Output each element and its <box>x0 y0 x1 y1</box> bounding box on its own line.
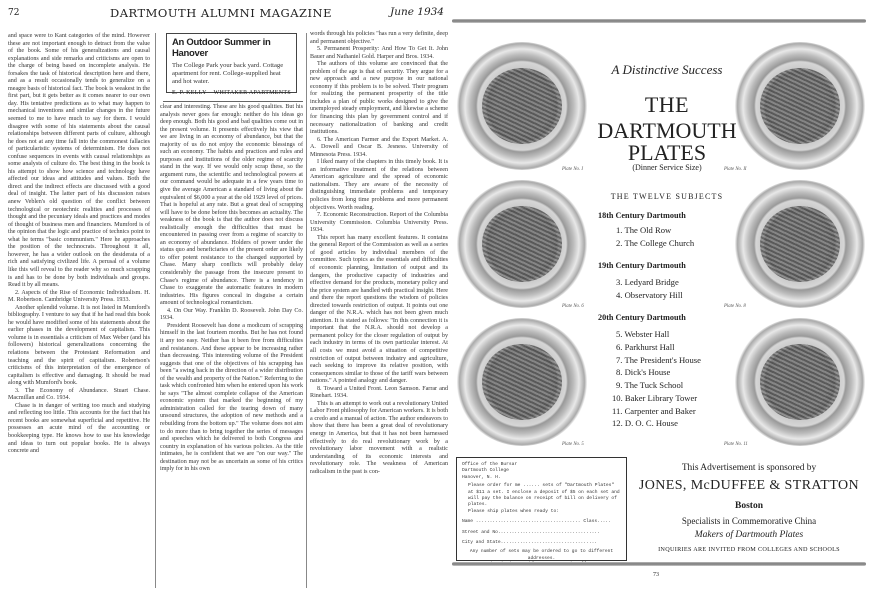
ad-signature <box>172 90 291 96</box>
subject-item: 4. Observatory Hill <box>616 290 683 300</box>
plate-image <box>734 180 866 308</box>
sponsor-line: This Advertisement is sponsored by <box>681 463 817 473</box>
issue-date: June 1934 <box>389 6 444 18</box>
form-address: Dartmouth College <box>462 468 509 474</box>
plate-label: Plate No. 11 <box>724 442 748 447</box>
sponsor-makers: Makers of Dartmouth Plates <box>694 530 804 540</box>
magazine-title: DARTMOUTH ALUMNI MAGAZINE <box>110 6 333 20</box>
column-1 <box>8 33 150 456</box>
city-label: City and State <box>462 540 501 546</box>
plate-label: Plate No. 5 <box>562 442 584 447</box>
subject-item: 2. The College Church <box>616 238 695 248</box>
paragraph: This report has many excellent features. It contains the general Report of the Commission as well as a series of good articles by individual members of the committee. Such topics as the essentials and difficulties of economic planning, limitation of output and its dangers, the productive capacity of industries and effective demand for the products, monetary policy and the price system are handled with practical insight. Here and there the report questions the wisdom of policies directed towards restriction of output. It points out one danger of the N.R.A. which has not been given much attention. It is stated as follows: "In this connection it is important that the N.R.A. should not develop a permanent policy for the closer regulation of output by each industry in terms of its own particular interest. At all costs we must avoid a situation of competitive restriction of output between industry and agriculture, each seeking to improve its relative position, with consequences similar to those of the tariff wars between nations." A pointed analogy and danger. <box>310 234 448 385</box>
subject-item: 7. The President's House <box>616 355 701 365</box>
form-footer: Any number of sets may be ordered to go to different addresses. <box>469 549 614 561</box>
sponsor-inquiries: INQUIRIES ARE INVITED FROM COLLEGES AND SCHOOLS <box>658 546 840 553</box>
subject-item: 6. Parkhurst Hall <box>616 342 675 352</box>
plate-label: Plate No. 6 <box>562 304 584 309</box>
plate-image <box>734 318 866 446</box>
book-citation: 8. Toward a United Front. Leon Samson. Farrar and Rinehart. 1934. <box>310 385 448 400</box>
book-citation: 7. Economic Reconstruction. Report of the Columbia University Commission. Columbia University Press. 1934. <box>310 212 448 234</box>
book-citation: 5. Permanent Prosperity: And How To Get It. John Bauer and Nathaniel Gold. Harper and Bros. 1934. <box>310 46 448 60</box>
subject-item: 3. Ledyard Bridge <box>616 277 679 287</box>
subject-item: 5. Webster Hall <box>616 329 670 339</box>
column-divider <box>155 33 156 588</box>
plate-label: Plate No. 8 <box>724 304 746 309</box>
era-heading: 20th Century Dartmouth <box>598 313 686 322</box>
form-address: Hanover, N. H. <box>462 474 501 480</box>
form-body: Please order for me ...... sets of "Dartmouth Plates" at $11 a set. I enclose a deposit of $5 on each set and will pay the balance on receipt of bill on delivery of plates. <box>468 483 620 508</box>
subject-item: 12. D. O. C. House <box>612 418 678 428</box>
plate-label: Plate No. II <box>724 167 747 172</box>
form-street-line[interactable]: Street and No..................................... <box>462 529 600 535</box>
sponsor-company: JONES, McDUFFEE & STRATTON <box>638 478 860 493</box>
plate-label: Plate No. I <box>562 167 583 172</box>
ad-sign-right: WHITAKER APARTMENTS <box>213 90 291 96</box>
subject-item: 1. The Old Row <box>616 225 672 235</box>
ad-subtitle: (Dinner Service Size) <box>632 163 702 172</box>
plate-image <box>456 42 588 170</box>
paragraph: President Roosevelt has done a modicum of scrapping himself in the last fourteen months. But he has not found it any too easy. Neither has it been free from difficulties and resistances. And these appear to be increasing rather than decreasing. This interesting volume of the President suggests that one of the objectives of his scrapping has been "a swing back in the direction of a wider distribution of the wealth and property of the Nation." Referring to the task which confronted him when he entered upon his work he says "The almost complete collapse of the American economic system that marked the beginning of my administration called for the tearing down of many unsound structures, the adoption of new methods and a rebuilding from the bottom up." The volume does not aim to do more than to bring together the series of messages and speeches which he delivered to both Congress and country in explanation of his various policies. As the title intimates, he is confident that we are "on our way." The destination may not be as uncertain as some of his critics imply for in his own <box>160 322 303 473</box>
paragraph: words through his policies "has run a very definite, deep and permanent objective." <box>310 31 448 45</box>
classified-ad <box>166 33 297 96</box>
book-citation: 2. Aspects of the Rise of Economic Individualism. H. M. Robertson. Cambridge University Press. 1933. <box>8 289 150 304</box>
order-form <box>456 457 627 561</box>
ad-sign-left: E. P. KELLY <box>172 90 207 96</box>
paragraph: The authors of this volume are convinced that the problem of the age is that of security. They argue for a new approach and a new purpose in our national economy if this problem is to be solved. Their program for realizing the permanent prosperity of the title includes a plan of public works designed to give the unemployed steady employment, and likewise a scheme for financing this plan by government control and if necessary nationalization of banking and credit institutions. <box>310 61 448 136</box>
paragraph: and space were to Kant categories of the mind. However these are not important enough to detract from the value of the book. Some of his generalizations and causal explanations and side remarks and criticisms are open to the charge of being based on incomplete analysis. He forsakes the task of historical description here and there, and as a result occasionally tends to generalize on a meagre basis of historical fact. The book is weakest in the first part, but it gets better as it comes nearer to our own day. His tentative predictions as to what may happen to mechanical inventions and similar changes in the future seemed to me to have much to say for them. I would disagree with some of his statements about the causal relationships between different parts of culture, although he does not at any time fall into the commonest fallacies of particularistic systems of determinism. He does not confuse sequences in events with causal relationships as some analysts of culture do. The best thing in the book is his attempt to show how science and technology have affected our ideas and attitudes and values. Both the direct and the indirect effects are discussed with a good deal of insight. The latter part of his discussion raises anew Veblen's old question of the conflict between technological or neotechnic realities and processes of thought and the pecuniary ideals and practices and modes of thought of business men and financiers. Mumford is of the opinion that the logic and practice of technics point to what he terms "basic communism." Here he approaches the position of the technocrats. Throughout it all, however, he has a wider outlook on the desiderata of a rich and satisfying civilized life. A perusal of a volume like this will reveal to the reader why so much scrapping is and has to be done by both individuals and groups. Read it by all means. <box>8 33 150 289</box>
paragraph: clear and interesting. These are his good qualities. But his analysis never goes far enough: neither do his ideas go deep enough. Both his good and bad qualities come out in the present volume. It presents effectively his view that we are living in an economy of abundance, but that the majority of us do not enjoy the economic blessings of such an economy. The habits and practices and rules and purposes and institutions of the older regime of scarcity stand in the way. If we would only scrap these, so the argument runs, the scientific and technological powers at our command would be adequate in a few years time to give the average American a standard of living about the equivalent of $6,000 a year at the old 1929 level of prices. That is hopeful at any rate. But a great deal of scrapping will have to be done before this becomes an actuality. The weakness of the book is that the author does not discuss realistically enough the difficulties that must be encountered in passing over from a regime of scarcity to an economy of abundance. Holders of power under the status quo and beneficiaries of the present order are likely to offer potent resistance to the changed supported by Chase. Many sharp conflicts will probably delay considerably the passage from the insecure present to Chase's regime of abundance. There is a tendency in Chase to exaggerate the automatic features in modern industries. His figures conceal in disguise a certain amount of technological romanticism. <box>160 104 303 307</box>
plate-image <box>734 42 866 170</box>
form-ship: Please ship plates when ready to: <box>468 508 559 514</box>
ad-title-line: THE <box>644 92 690 117</box>
class-label: Class <box>583 519 598 525</box>
subjects-heading: THE TWELVE SUBJECTS <box>610 192 724 201</box>
name-label: Name <box>462 519 474 525</box>
ad-title: An Outdoor Summer in Hanover <box>172 37 271 59</box>
paragraph: I liked many of the chapters in this timely book. It is an informative treatment of the relations between American agriculture and the spread of economic nationalism. They are aware of the necessity of distinguishing immediate problems and temporary policies from long time problems and more permanent objectives. Worth reading. <box>310 159 448 211</box>
subject-item: 9. The Tuck School <box>616 380 684 390</box>
subject-item: 11. Carpenter and Baker <box>612 406 696 416</box>
ad-tagline: A Distinctive Success <box>611 62 723 77</box>
page-number: 72 <box>8 8 20 18</box>
ad-divider <box>163 101 303 102</box>
street-label: Street and No. <box>462 529 501 535</box>
form-city-line[interactable]: City and State................................... <box>462 540 598 546</box>
ad-title-line: PLATES <box>627 140 707 165</box>
column-2 <box>160 104 303 474</box>
sponsor-specialty: Specialists in Commemorative China <box>681 516 817 526</box>
book-citation: 4. On Our Way. Franklin D. Roosevelt. John Day Co. 1934. <box>160 307 303 322</box>
column-divider <box>306 33 307 588</box>
page-number: 73 <box>653 572 659 578</box>
era-heading: 18th Century Dartmouth <box>598 211 686 220</box>
column-3 <box>310 31 448 476</box>
form-address: Office of the Bursar <box>462 462 518 467</box>
era-heading: 19th Century Dartmouth <box>598 261 686 270</box>
paragraph: Another splendid volume. It is not listed in Mumford's bibliography. I venture to say that if he had read this book he would have modified some of his statements about the earlier phases in the development of capitalism. This volume is in essentials a criticism of Max Weber (and his followers) historical generalizations concerning the relations between the Protestant Reformation and teaching and the spirit of capitalism. Robertson's criticisms of this interpretation of the emergence of capitalism is effective and damaging. It should be read along with Mumford's book. <box>8 304 150 387</box>
paragraph: Chase is in danger of writing too much and studying and reflecting too little. This accounts for the fact that his recent books are somewhat superficial and repetitive. He possesses an acute mind of the accounting or bookkeeping type. He knows how to use his knowledge and ideas to turn out popular books. He is always concrete and <box>8 402 150 455</box>
form-name-line[interactable]: Name ...................................... Class..... <box>462 519 611 525</box>
ad-body: The College Park your back yard. Cottage apartment for rent. College-supplied heat and hot water. <box>172 62 284 85</box>
right-page <box>452 0 896 600</box>
plate-image <box>456 318 588 446</box>
ad-title-line: DARTMOUTH <box>597 118 737 143</box>
subject-item: 8. Dick's House <box>616 367 671 377</box>
book-citation: 3. The Economy of Abundance. Stuart Chase. Macmillan and Co. 1934. <box>8 387 150 402</box>
sponsor-city: Boston <box>735 501 763 511</box>
bottom-border-bar <box>452 562 866 566</box>
plate-image <box>456 180 588 308</box>
subject-item: 10. Baker Library Tower <box>612 393 698 403</box>
top-border-bar <box>452 19 866 23</box>
paragraph: This is an attempt to work out a revolutionary United Labor Front philosophy for American workers. It is both a credo and a manual of action. The author endeavors to show that there has been a great deal of revolutionary energy in America, but that it has not been harnessed effectively to do real revolutionary work by a revolutionary labor movement with a realistic understanding of its economic interests and revolutionary role. The weakness of American radicalism in the past is con- <box>310 400 448 475</box>
book-citation: 6. The American Farmer and the Export Market. A. A. Dowell and Oscar B. Jesness. University of Minnesota Press. 1934. <box>310 136 448 158</box>
